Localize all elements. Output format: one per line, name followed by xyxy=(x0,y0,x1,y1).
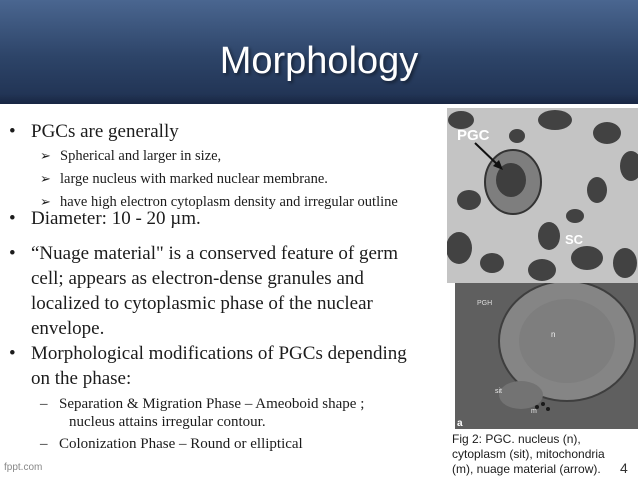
dash-marker: – xyxy=(40,436,48,452)
dash-marker: – xyxy=(40,396,48,412)
bullet-text-continued: localized to cytoplasmic phase of the nuclear xyxy=(31,293,373,314)
arrow-bullet-icon: ➢ xyxy=(40,172,51,187)
bullet-text: PGCs are generally xyxy=(31,121,179,142)
sc-label: SC xyxy=(565,232,584,247)
phase-desc: – Round or elliptical xyxy=(175,436,303,452)
phase-line xyxy=(59,396,364,413)
panel-a-label: a xyxy=(457,418,463,429)
electron-micrograph-image xyxy=(455,283,638,429)
nucleus-label: n xyxy=(551,330,556,339)
phase-line-continued: nucleus attains irregular contour. xyxy=(69,414,266,430)
bullet-text-continued: envelope. xyxy=(31,318,105,339)
footer-watermark: fppt.com xyxy=(4,462,43,473)
phase-name: Separation & Migration Phase xyxy=(59,396,242,412)
slide-title: Morphology xyxy=(219,40,419,82)
subbullet-text: have high electron cytoplasm density and irregular outline xyxy=(60,194,398,210)
bullet-marker: • xyxy=(9,243,16,264)
bullet-marker: • xyxy=(9,208,16,229)
phase-name: Colonization Phase xyxy=(59,436,176,452)
caption-line: Fig 2: PGC. nucleus (n), xyxy=(452,432,581,446)
bullet-marker: • xyxy=(9,121,16,142)
bullet-text: Diameter: 10 - 20 µm. xyxy=(31,208,201,229)
micrograph-image xyxy=(447,108,638,283)
subbullet-text: Spherical and larger in size, xyxy=(60,148,222,164)
micrograph-figure xyxy=(447,108,638,283)
bullet-text: “Nuage material" is a conserved feature of germ xyxy=(31,243,398,264)
mitochondria-label: m xyxy=(531,408,537,415)
subbullet-text: large nucleus with marked nuclear membrane. xyxy=(60,171,328,187)
bullet-text-continued: on the phase: xyxy=(31,368,132,389)
figure-caption xyxy=(452,432,605,477)
cytoplasm-label: sit xyxy=(495,388,502,395)
caption-line: cytoplasm (sit), mitochondria xyxy=(452,447,605,461)
electron-micrograph-figure xyxy=(455,283,638,429)
phase-desc: – Ameoboid shape ; xyxy=(241,396,365,412)
pgc-label: PGC xyxy=(457,127,490,144)
bullet-text-continued: cell; appears as electron-dense granules and xyxy=(31,268,364,289)
bullet-marker: • xyxy=(9,343,16,364)
phase-line xyxy=(59,436,303,453)
bullet-text: Morphological modifications of PGCs depending xyxy=(31,343,407,364)
caption-line: (m), nuage material (arrow). xyxy=(452,462,601,476)
page-number: 4 xyxy=(620,460,628,476)
pgh-label: PGH xyxy=(477,300,493,307)
arrow-bullet-icon: ➢ xyxy=(40,149,51,164)
arrow-bullet-icon: ➢ xyxy=(40,195,51,210)
